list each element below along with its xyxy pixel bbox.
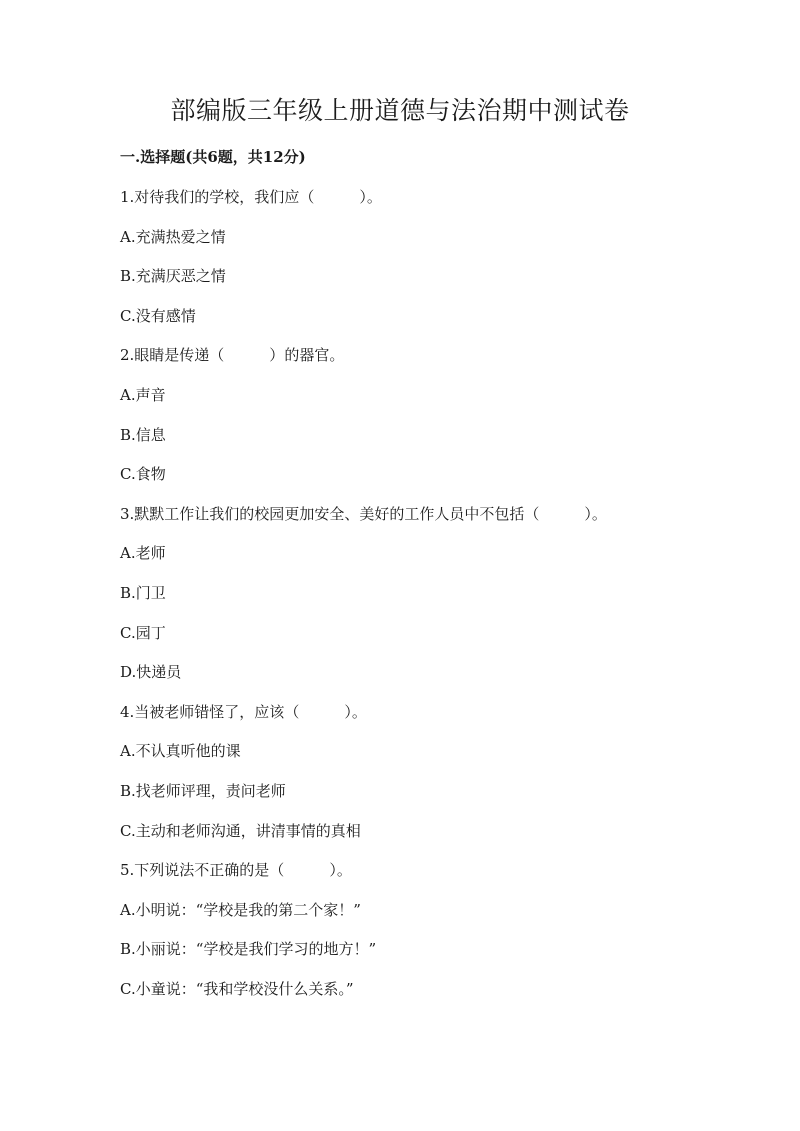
question-5-option-b: B.小丽说：“学校是我们学习的地方！”	[120, 940, 377, 959]
question-5-option-c: C.小童说：“我和学校没什么关系。”	[120, 979, 354, 998]
question-1: 1.对待我们的学校，我们应（ ）。	[120, 188, 382, 206]
question-3: 3.默默工作让我们的校园更加安全、美好的工作人员中不包括（ ）。	[120, 504, 607, 523]
question-5-option-a: A.小明说：“学校是我的第二个家！”	[120, 900, 361, 919]
question-1-option-c: C.没有感情	[120, 306, 196, 325]
question-2: 2.眼睛是传递（ ）的器官。	[120, 346, 345, 365]
question-3-option-b: B.门卫	[120, 583, 166, 602]
question-4-option-c: C.主动和老师沟通，讲清事情的真相	[120, 821, 361, 840]
question-4: 4.当被老师错怪了，应该（ ）。	[120, 702, 367, 721]
question-5: 5.下列说法不正确的是（ ）。	[120, 861, 352, 880]
question-3-option-c: C.园丁	[120, 623, 166, 642]
question-1-option-a: A.充满热爱之情	[120, 227, 226, 246]
question-3-option-a: A.老师	[120, 544, 166, 563]
question-4-option-a: A.不认真听他的课	[120, 742, 241, 761]
question-list	[120, 186, 740, 1017]
question-3-option-d: D.快递员	[120, 663, 182, 682]
question-1-option-b: B.充满厌恶之情	[120, 267, 226, 286]
question-2-option-a: A.声音	[120, 385, 166, 404]
question-2-option-b: B.信息	[120, 425, 166, 444]
question-4-option-b: B.找老师评理，责问老师	[120, 781, 286, 800]
question-2-option-c: C.食物	[120, 465, 166, 484]
section-heading: 一.选择题(共6题，共12分)	[120, 148, 306, 166]
page-title: 部编版三年级上册道德与法治期中测试卷	[170, 96, 630, 125]
